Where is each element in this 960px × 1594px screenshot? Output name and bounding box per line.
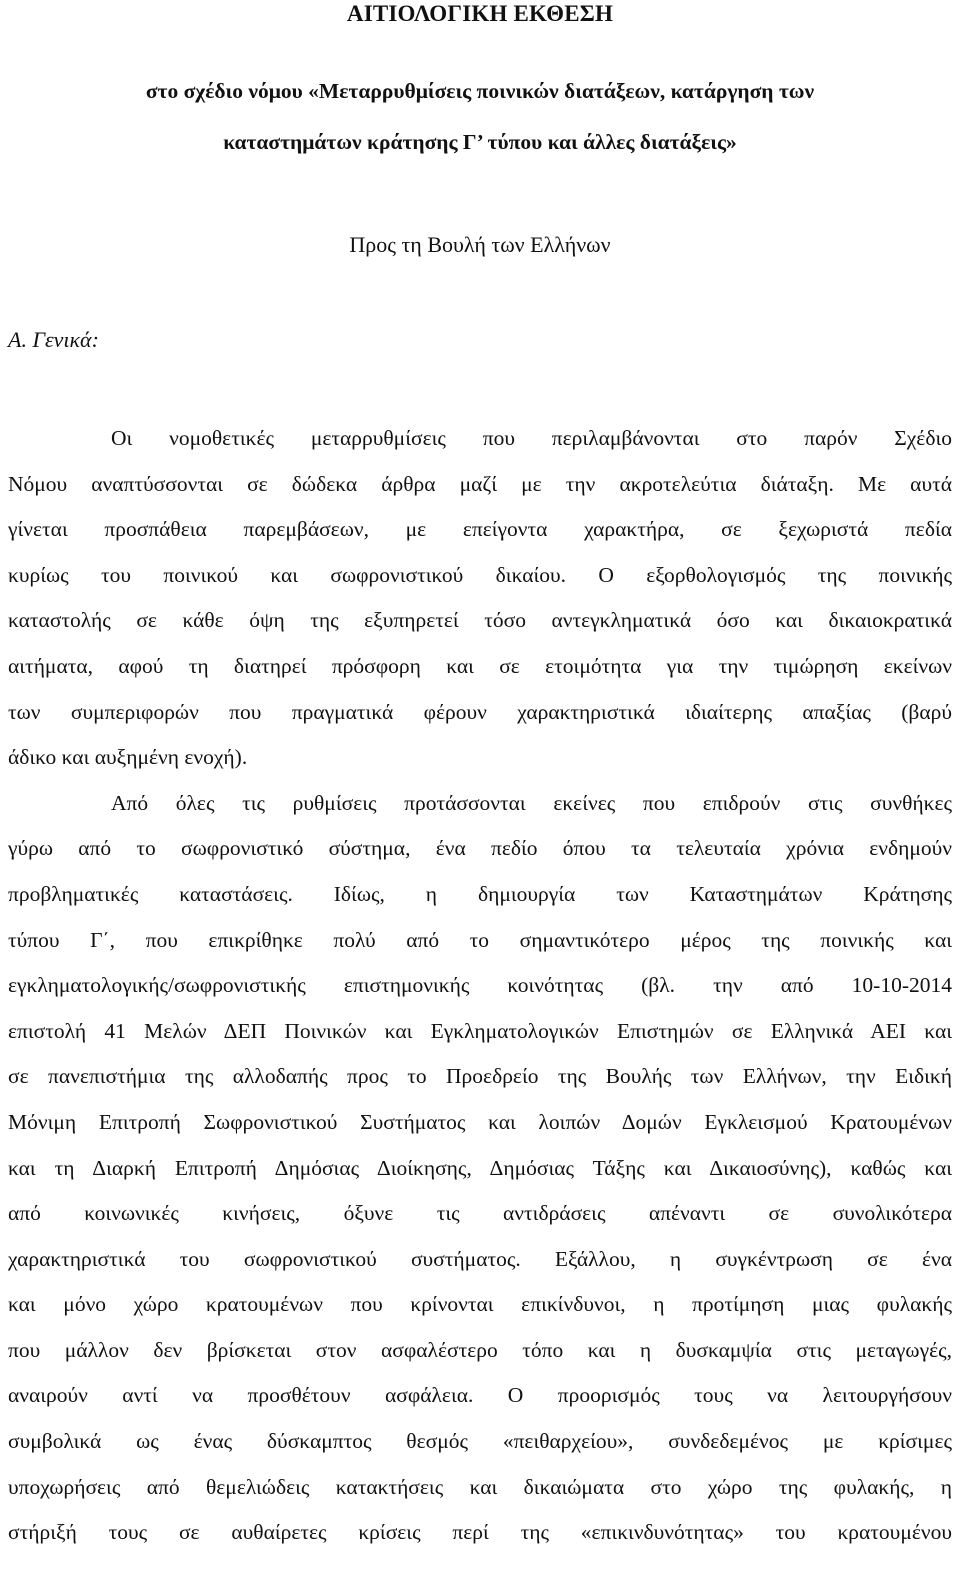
paragraph-2-line: συμβολικά ως ένας δύσκαμπτος θεσμός «πειθαρχείου», συνδεδεμένος με κρίσιμες [8, 1429, 952, 1454]
paragraph-1-line: καταστολής σε κάθε όψη της εξυπηρετεί τόσο αντεγκληματικά όσο και δικαιοκρατικά [8, 608, 952, 633]
paragraph-2-line: εγκληματολογικής/σωφρονιστικής επιστημονικής κοινότητας (βλ. την από 10-10-2014 [8, 973, 952, 998]
paragraph-2-line: τύπου Γ΄, που επικρίθηκε πολύ από το σημαντικότερο μέρος της ποινικής και [8, 927, 952, 952]
paragraph-2-line: αναιρούν αντί να προσθέτουν ασφάλεια. Ο προορισμός τους να λειτουργήσουν [8, 1383, 952, 1408]
paragraph-2-line: από κοινωνικές κινήσεις, όξυνε τις αντιδράσεις απέναντι σε συνολικότερα [8, 1201, 952, 1226]
paragraph-1-line: άδικο και αυξημένη ενοχή). [8, 745, 248, 770]
document-title: ΑΙΤΙΟΛΟΓΙΚΗ ΕΚΘΕΣΗ [346, 1, 614, 26]
paragraph-1-line: Νόμου αναπτύσσονται σε δώδεκα άρθρα μαζί με την ακροτελεύτια διάταξη. Με αυτά [8, 471, 952, 496]
paragraph-1-line: κυρίως του ποινικού και σωφρονιστικού δικαίου. Ο εξορθολογισμός της ποινικής [8, 562, 952, 587]
paragraph-2-line: που μάλλον δεν βρίσκεται στον ασφαλέστερο τόπο και η δυσκαμψία στις μεταγωγές, [8, 1337, 952, 1362]
section-heading-general: Α. Γενικά: [8, 327, 99, 352]
paragraph-2-line: επιστολή 41 Μελών ΔΕΠ Ποινικών και Εγκληματολογικών Επιστημών σε Ελληνικά ΑΕΙ και [8, 1018, 952, 1043]
paragraph-2-line: στήριξή τους σε αυθαίρετες κρίσεις περί της «επικινδυνότητας» του κρατουμένου [8, 1520, 952, 1545]
paragraph-2-line: προβληματικές καταστάσεις. Ιδίως, η δημιουργία των Καταστημάτων Κράτησης [8, 881, 952, 906]
body-text [8, 416, 952, 1556]
paragraph-2-line: γύρω από το σωφρονιστικό σύστημα, ένα πεδίο όπου τα τελευταία χρόνια ενδημούν [8, 836, 952, 861]
paragraph-1-line: γίνεται προσπάθεια παρεμβάσεων, με επείγοντα χαρακτήρα, σε ξεχωριστά πεδία [8, 517, 952, 542]
subtitle-line: καταστημάτων κράτησης Γ’ τύπου και άλλες διατάξεις» [223, 130, 737, 154]
paragraph-1-line: των συμπεριφορών που πραγματικά φέρουν χαρακτηριστικά ιδιαίτερης απαξίας (βαρύ [8, 699, 952, 724]
paragraph-2-line: και τη Διαρκή Επιτροπή Δημόσιας Διοίκησης, Δημόσιας Τάξης και Δικαιοσύνης), καθώς και [8, 1155, 952, 1180]
paragraph-2-line: χαρακτηριστικά του σωφρονιστικού συστήματος. Εξάλλου, η συγκέντρωση σε ένα [8, 1246, 952, 1271]
paragraph-1-line: Οι νομοθετικές μεταρρυθμίσεις που περιλαμβάνονται στο παρόν Σχέδιο [111, 426, 952, 450]
addressee-line: Προς τη Βουλή των Ελλήνων [349, 232, 611, 257]
paragraph-2-line: και μόνο χώρο κρατουμένων που κρίνονται επικίνδυνοι, η προτίμηση μιας φυλακής [8, 1292, 952, 1317]
paragraph-2-line: σε πανεπιστήμια της αλλοδαπής προς το Προεδρείο της Βουλής των Ελλήνων, την Ειδική [8, 1064, 952, 1089]
document-subtitle [8, 66, 952, 168]
paragraph-2-line: υποχωρήσεις από θεμελιώδεις κατακτήσεις και δικαιώματα στο χώρο της φυλακής, η [8, 1474, 952, 1499]
subtitle-line: στο σχέδιο νόμου «Μεταρρυθμίσεις ποινικών διατάξεων, κατάργηση των [145, 79, 815, 103]
paragraph-2-line: Μόνιμη Επιτροπή Σωφρονιστικού Συστήματος και λοιπών Δομών Εγκλεισμού Κρατουμένων [8, 1109, 952, 1134]
paragraph-1-line: αιτήματα, αφού τη διατηρεί πρόσφορη και σε ετοιμότητα για την τιμώρηση εκείνων [8, 653, 952, 678]
paragraph-2-line: Από όλες τις ρυθμίσεις προτάσσονται εκείνες που επιδρούν στις συνθήκες [111, 790, 952, 815]
